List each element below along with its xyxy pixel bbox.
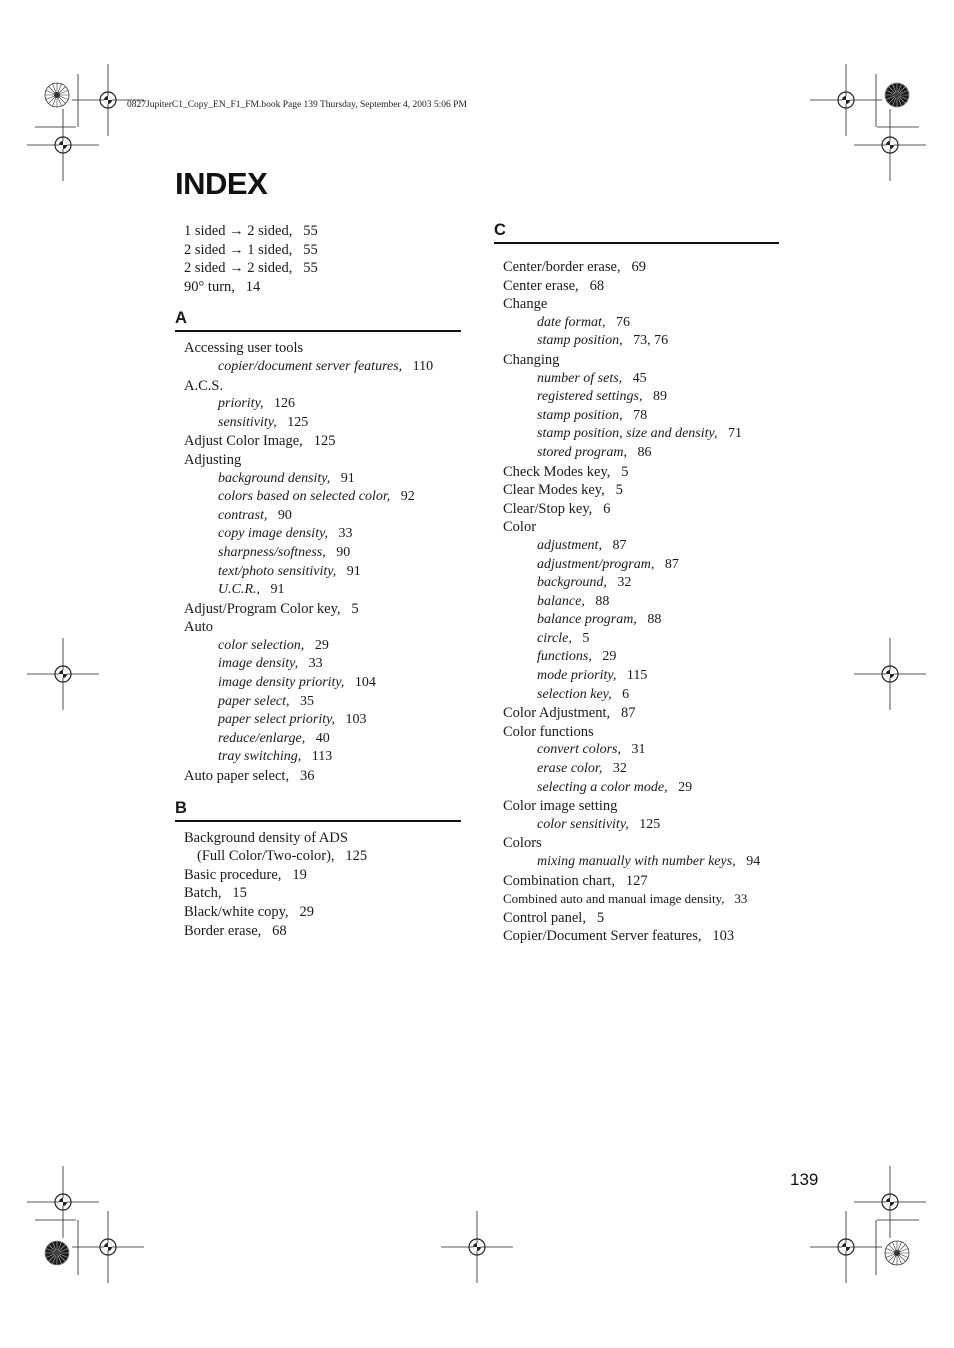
page-number: 139 (790, 1170, 819, 1189)
index-entry: 1 sided → 2 sided, 55 (184, 223, 318, 239)
index-subentry: priority, 126 (218, 396, 296, 412)
index-entry: Clear Modes key, 5 (503, 482, 623, 499)
index-subentry: stamp position, size and density, 71 (537, 426, 742, 442)
index-entry: Center erase, 68 (503, 277, 605, 294)
page-title: INDEX (175, 166, 268, 201)
index-entry: 2 sided → 1 sided, 55 (184, 241, 318, 258)
section-heading-c: C (494, 220, 779, 244)
index-subentry: tray switching, 113 (218, 749, 333, 765)
side-left-mark (27, 638, 99, 710)
index-entry: Border erase, 68 (184, 922, 287, 939)
index-entry: Clear/Stop key, 6 (503, 500, 611, 517)
index-subentry: text/photo sensitivity, 91 (218, 563, 361, 579)
index-subentry: contrast, 90 (218, 507, 292, 523)
index-subentry: background density, 91 (218, 470, 355, 486)
index-entry: Changing (503, 351, 560, 368)
index-subentry: copy image density, 33 (218, 526, 353, 542)
index-subentry: background, 32 (537, 575, 632, 591)
index-subentry: stamp position, 73, 76 (537, 333, 669, 349)
index-subentry: selection key, 6 (537, 686, 630, 702)
index-subentry: sharpness/softness, 90 (218, 544, 351, 560)
corner-top-left-mark (27, 64, 144, 181)
index-entry: A.C.S. (184, 377, 224, 394)
side-right-mark (854, 638, 926, 710)
book-file-info: 0827JupiterC1_Copy_EN_F1_FM.book Page 139 Thursday, September 4, 2003 5:06 PM (127, 100, 467, 110)
index-subentry: sensitivity, 125 (218, 414, 309, 430)
index-entry: Change (503, 296, 548, 313)
index-entry: Adjust/Program Color key, 5 (184, 600, 359, 617)
index-entry: Adjusting (184, 451, 242, 468)
index-subentry: stored program, 86 (537, 444, 652, 460)
index-subentry: adjustment/program, 87 (537, 556, 679, 572)
index-subentry: paper select, 35 (218, 693, 315, 709)
index-entry: Black/white copy, 29 (184, 904, 314, 920)
index-subentry: convert colors, 31 (537, 742, 646, 758)
bottom-center-mark (441, 1211, 513, 1283)
index-entry: Control panel, 5 (503, 909, 605, 926)
index-entry: Auto (184, 619, 213, 636)
index-entry: Accessing user tools (184, 340, 304, 357)
numeric-entries (175, 222, 461, 296)
index-subentry: mode priority, 115 (537, 668, 648, 684)
index-subentry: image density priority, 104 (218, 675, 376, 691)
index-subentry: stamp position, 78 (537, 407, 648, 423)
index-entry: 2 sided → 2 sided, 55 (184, 260, 318, 277)
index-subentry: registered settings, 89 (537, 389, 668, 405)
corner-bottom-left-mark (27, 1166, 144, 1283)
index-entry: Colors (503, 835, 542, 852)
index-entry: Adjust Color Image, 125 (184, 433, 336, 450)
index-column-left (175, 222, 461, 940)
index-entry: Color Adjustment, 87 (503, 705, 636, 722)
index-entry: Basic procedure, 19 (184, 866, 307, 883)
index-subentry: adjustment, 87 (537, 537, 627, 553)
index-subentry: balance, 88 (537, 593, 610, 609)
index-entry: Background density of ADS (184, 829, 348, 846)
index-subentry: reduce/enlarge, 40 (218, 730, 330, 746)
index-entry: Color functions (503, 723, 594, 740)
index-entry: Combined auto and manual image density, 33 (503, 891, 748, 907)
index-subentry: color selection, 29 (218, 637, 329, 653)
corner-bottom-right-mark (810, 1166, 926, 1283)
corner-top-right-mark (810, 64, 926, 181)
index-subentry: selecting a color mode, 29 (537, 779, 693, 795)
index-entry: Color (503, 519, 537, 536)
index-entry: Color image setting (503, 798, 618, 815)
index-entry: Batch, 15 (184, 885, 247, 902)
index-subentry: colors based on selected color, 92 (218, 489, 415, 505)
index-entry: Copier/Document Server features, 103 (503, 928, 735, 945)
section-heading-b: B (175, 798, 461, 822)
index-entry: Center/border erase, 69 (503, 259, 646, 275)
index-subentry: U.C.R., 91 (218, 582, 285, 598)
index-subentry: functions, 29 (537, 649, 617, 665)
index-entry: Check Modes key, 5 (503, 463, 629, 480)
index-subentry: copier/document server features, 110 (218, 358, 434, 374)
index-subentry: mixing manually with number keys, 94 (537, 854, 761, 869)
index-entry: Combination chart, 127 (503, 872, 648, 889)
index-subentry: balance program, 88 (537, 612, 662, 628)
index-subentry: paper select priority, 103 (218, 712, 367, 728)
index-entry-continuation: (Full Color/Two-color), 125 (197, 848, 368, 865)
index-subentry: image density, 33 (218, 656, 323, 672)
index-column-right (494, 220, 779, 946)
index-subentry: circle, 5 (537, 630, 590, 646)
index-subentry: erase color, 32 (537, 761, 627, 777)
index-subentry: date format, 76 (537, 314, 630, 330)
index-entry: Auto paper select, 36 (184, 768, 315, 785)
index-subentry: number of sets, 45 (537, 370, 647, 386)
index-entry: 90° turn, 14 (184, 278, 261, 295)
section-heading-a: A (175, 308, 461, 332)
index-subentry: color sensitivity, 125 (537, 816, 661, 832)
